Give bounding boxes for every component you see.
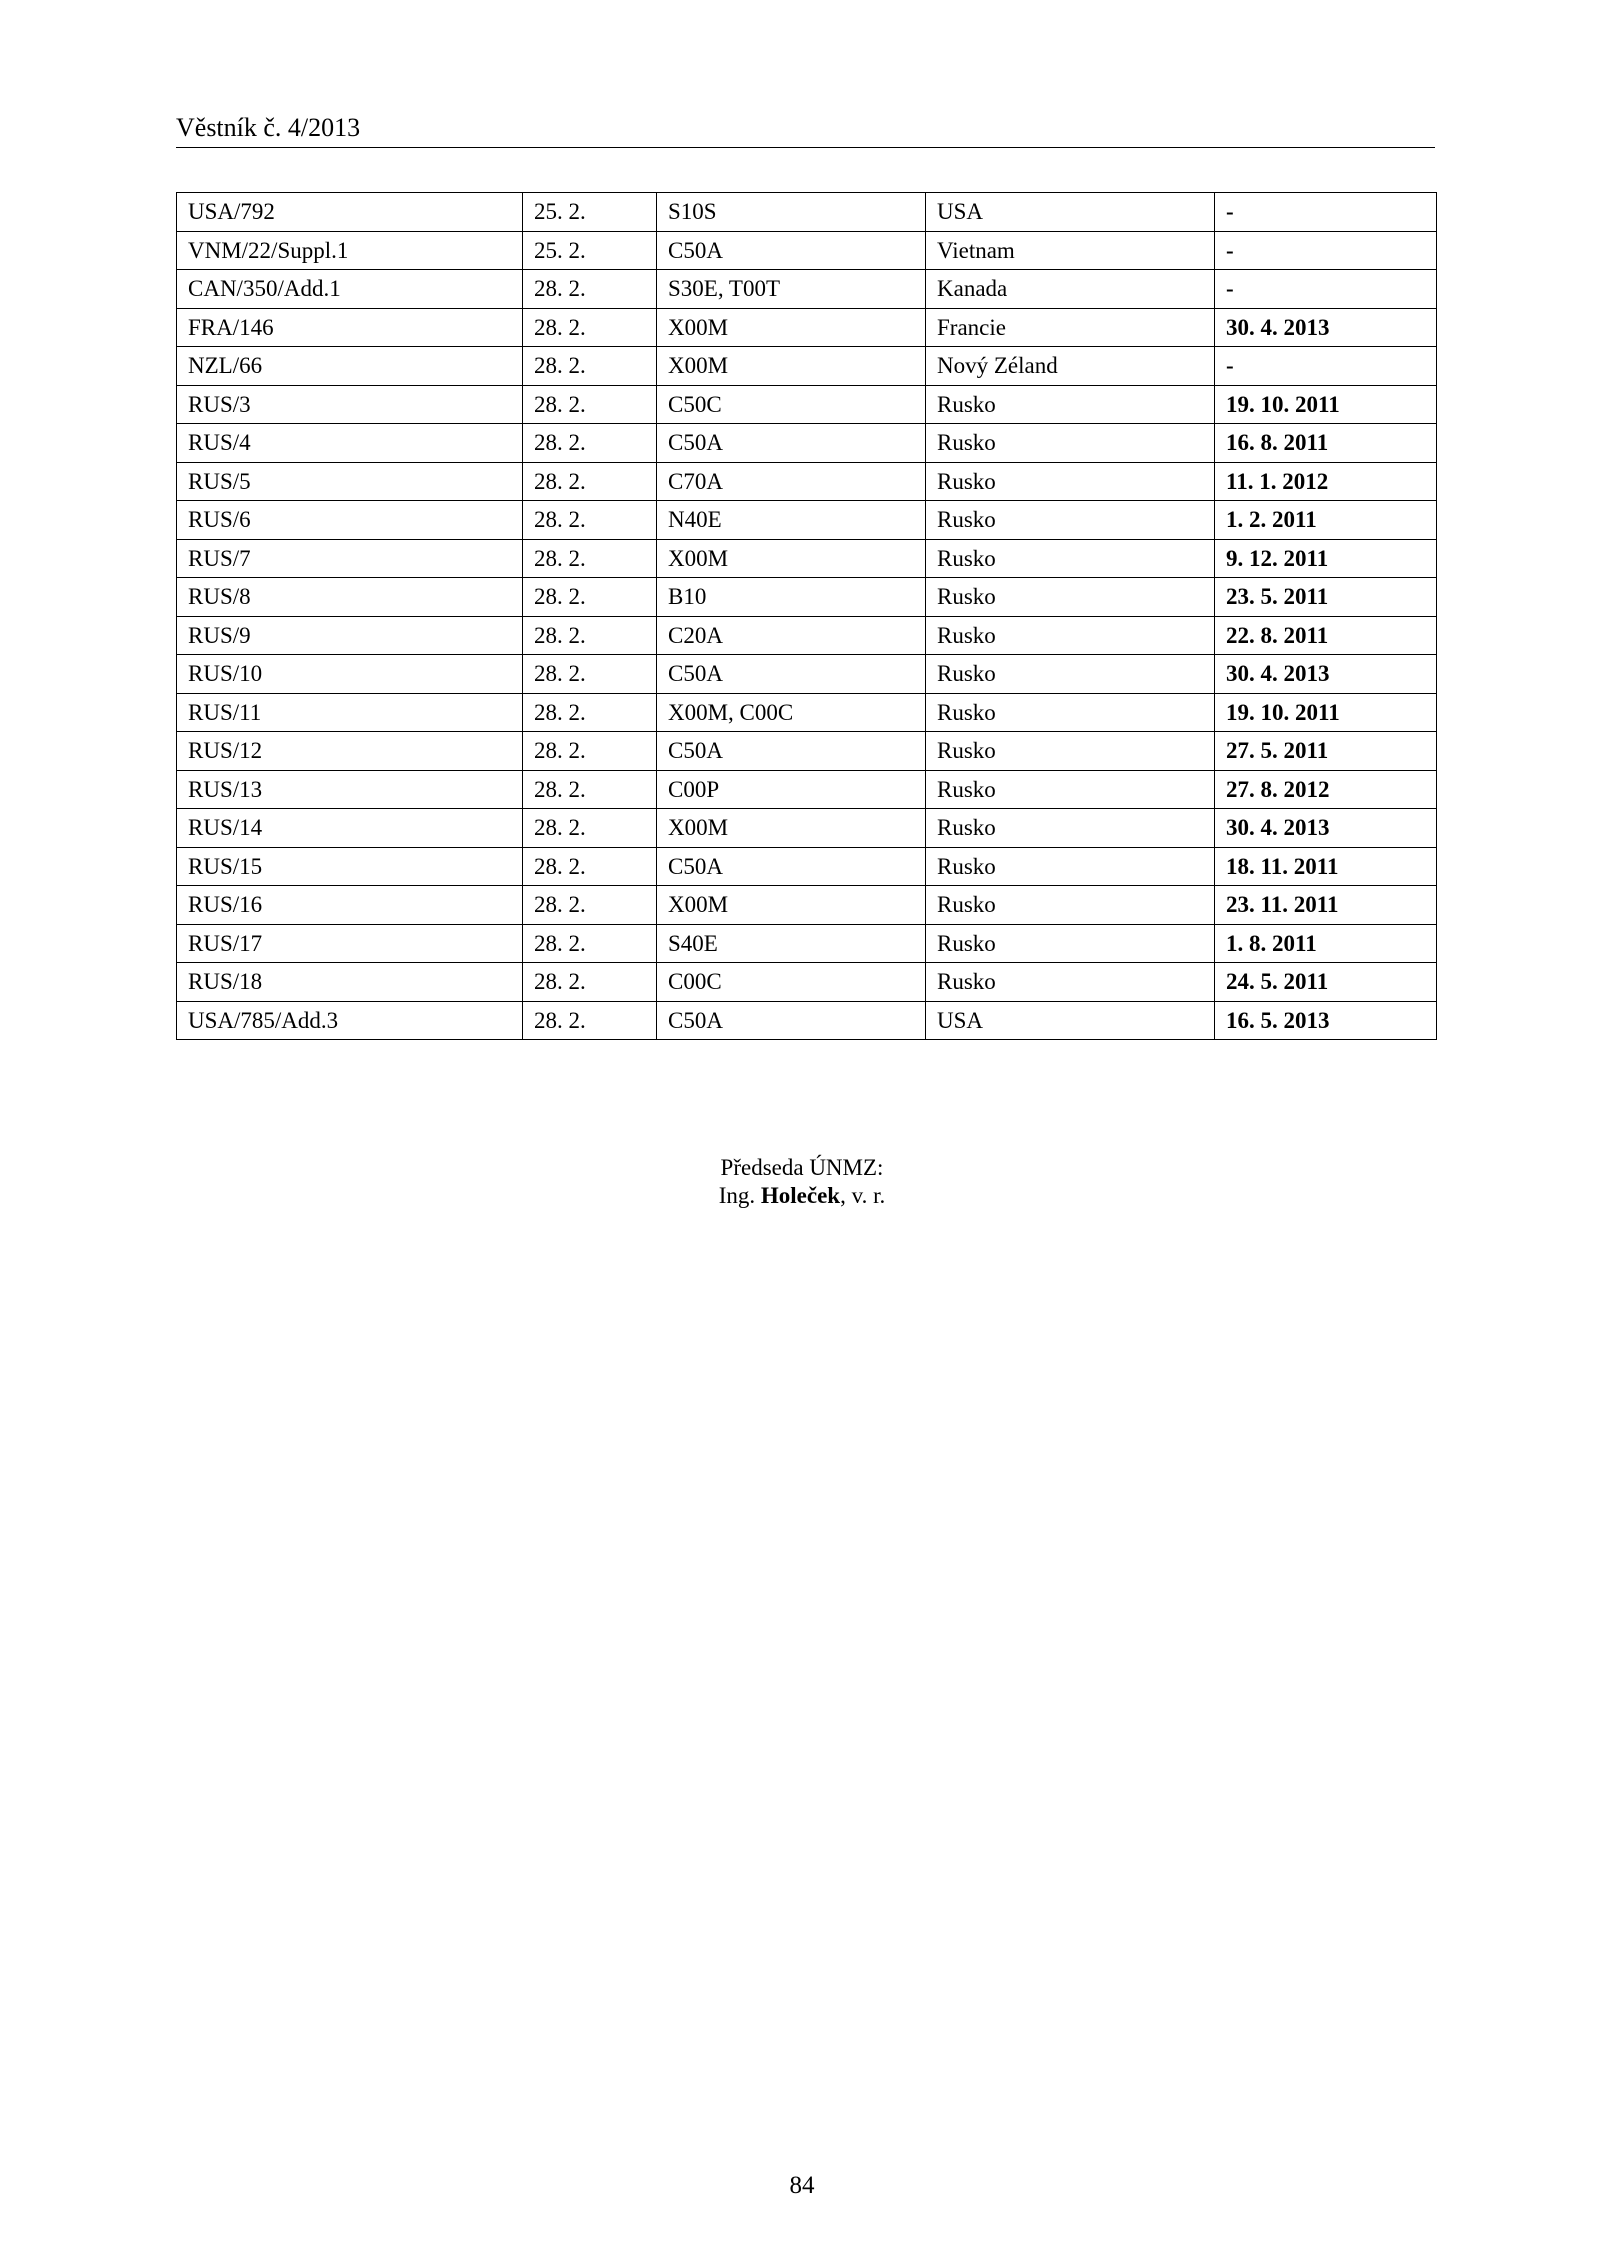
deadline-cell: 24. 5. 2011 [1215, 963, 1437, 1002]
notification-code-cell: RUS/4 [177, 424, 523, 463]
signature-line [0, 1182, 1600, 1210]
ics-code-cell: S40E [657, 924, 926, 963]
date-cell: 28. 2. [523, 924, 657, 963]
table-row [177, 924, 1437, 963]
ics-code-cell: C50A [657, 655, 926, 694]
country-cell: Rusko [926, 732, 1215, 771]
table-row [177, 847, 1437, 886]
country-cell: Rusko [926, 655, 1215, 694]
table-row [177, 770, 1437, 809]
page-number: 84 [789, 2172, 815, 2199]
date-cell: 28. 2. [523, 963, 657, 1002]
notification-code-cell: RUS/14 [177, 809, 523, 848]
date-cell: 28. 2. [523, 847, 657, 886]
ics-code-cell: X00M [657, 809, 926, 848]
notification-code-cell: RUS/7 [177, 539, 523, 578]
notification-code-cell: RUS/16 [177, 886, 523, 925]
country-cell: Rusko [926, 886, 1215, 925]
date-cell: 28. 2. [523, 539, 657, 578]
country-cell: Rusko [926, 501, 1215, 540]
ics-code-cell: C50A [657, 732, 926, 771]
deadline-cell: 22. 8. 2011 [1215, 616, 1437, 655]
deadline-cell: - [1215, 193, 1437, 232]
table-row [177, 693, 1437, 732]
notification-code-cell: RUS/11 [177, 693, 523, 732]
table-row [177, 886, 1437, 925]
table-row [177, 1001, 1437, 1040]
table-row [177, 655, 1437, 694]
page-header [176, 114, 1435, 148]
deadline-cell: 27. 5. 2011 [1215, 732, 1437, 771]
date-cell: 28. 2. [523, 732, 657, 771]
date-cell: 28. 2. [523, 693, 657, 732]
date-cell: 28. 2. [523, 424, 657, 463]
signature-role: Předseda ÚNMZ: [720, 1155, 884, 1180]
country-cell: Rusko [926, 963, 1215, 1002]
notification-code-cell: RUS/5 [177, 462, 523, 501]
notification-code-cell: RUS/9 [177, 616, 523, 655]
notification-code-cell: RUS/12 [177, 732, 523, 771]
table-row [177, 616, 1437, 655]
notification-code-cell: FRA/146 [177, 308, 523, 347]
notification-code-cell: VNM/22/Suppl.1 [177, 231, 523, 270]
page-header-title: Věstník č. 4/2013 [176, 113, 361, 142]
notification-code-cell: RUS/8 [177, 578, 523, 617]
signature-block [0, 1154, 1600, 1210]
country-cell: Rusko [926, 578, 1215, 617]
date-cell: 28. 2. [523, 616, 657, 655]
date-cell: 28. 2. [523, 308, 657, 347]
notification-code-cell: RUS/18 [177, 963, 523, 1002]
date-cell: 28. 2. [523, 462, 657, 501]
notification-code-cell: USA/785/Add.3 [177, 1001, 523, 1040]
deadline-cell: 30. 4. 2013 [1215, 308, 1437, 347]
ics-code-cell: C50A [657, 1001, 926, 1040]
country-cell: Nový Zéland [926, 347, 1215, 386]
date-cell: 28. 2. [523, 385, 657, 424]
ics-code-cell: X00M [657, 347, 926, 386]
notification-code-cell: NZL/66 [177, 347, 523, 386]
deadline-cell: 19. 10. 2011 [1215, 693, 1437, 732]
date-cell: 28. 2. [523, 1001, 657, 1040]
date-cell: 25. 2. [523, 193, 657, 232]
country-cell: Kanada [926, 270, 1215, 309]
date-cell: 28. 2. [523, 270, 657, 309]
table-row [177, 732, 1437, 771]
country-cell: Rusko [926, 385, 1215, 424]
country-cell: Rusko [926, 847, 1215, 886]
ics-code-cell: X00M, C00C [657, 693, 926, 732]
deadline-cell: 1. 8. 2011 [1215, 924, 1437, 963]
deadline-cell: - [1215, 270, 1437, 309]
date-cell: 28. 2. [523, 501, 657, 540]
country-cell: Rusko [926, 693, 1215, 732]
deadline-cell: 16. 5. 2013 [1215, 1001, 1437, 1040]
deadline-cell: 19. 10. 2011 [1215, 385, 1437, 424]
date-cell: 28. 2. [523, 809, 657, 848]
table-row [177, 270, 1437, 309]
deadline-cell: 27. 8. 2012 [1215, 770, 1437, 809]
deadline-cell: - [1215, 231, 1437, 270]
signature-title-prefix: Ing. [718, 1183, 756, 1208]
ics-code-cell: S10S [657, 193, 926, 232]
country-cell: Rusko [926, 924, 1215, 963]
notification-table [176, 192, 1437, 1040]
ics-code-cell: X00M [657, 308, 926, 347]
ics-code-cell: C00P [657, 770, 926, 809]
signature-name: Holeček [760, 1183, 841, 1208]
country-cell: Vietnam [926, 231, 1215, 270]
deadline-cell: 30. 4. 2013 [1215, 655, 1437, 694]
table-row [177, 809, 1437, 848]
deadline-cell: 16. 8. 2011 [1215, 424, 1437, 463]
deadline-cell: 9. 12. 2011 [1215, 539, 1437, 578]
notification-code-cell: USA/792 [177, 193, 523, 232]
deadline-cell: 23. 11. 2011 [1215, 886, 1437, 925]
table-row [177, 424, 1437, 463]
deadline-cell: 11. 1. 2012 [1215, 462, 1437, 501]
date-cell: 28. 2. [523, 578, 657, 617]
country-cell: USA [926, 193, 1215, 232]
notification-code-cell: RUS/6 [177, 501, 523, 540]
date-cell: 28. 2. [523, 886, 657, 925]
ics-code-cell: N40E [657, 501, 926, 540]
table-body [177, 193, 1437, 1040]
table-row [177, 578, 1437, 617]
notification-code-cell: CAN/350/Add.1 [177, 270, 523, 309]
country-cell: Rusko [926, 424, 1215, 463]
notification-code-cell: RUS/13 [177, 770, 523, 809]
notification-code-cell: RUS/3 [177, 385, 523, 424]
table-row [177, 963, 1437, 1002]
country-cell: Rusko [926, 809, 1215, 848]
ics-code-cell: C20A [657, 616, 926, 655]
country-cell: Francie [926, 308, 1215, 347]
ics-code-cell: S30E, T00T [657, 270, 926, 309]
country-cell: Rusko [926, 616, 1215, 655]
country-cell: Rusko [926, 539, 1215, 578]
ics-code-cell: C70A [657, 462, 926, 501]
notification-code-cell: RUS/15 [177, 847, 523, 886]
table-row [177, 308, 1437, 347]
ics-code-cell: C50A [657, 847, 926, 886]
ics-code-cell: B10 [657, 578, 926, 617]
signature-suffix: , v. r. [840, 1183, 886, 1208]
notification-code-cell: RUS/17 [177, 924, 523, 963]
table-row [177, 462, 1437, 501]
date-cell: 28. 2. [523, 347, 657, 386]
country-cell: Rusko [926, 462, 1215, 501]
deadline-cell: 1. 2. 2011 [1215, 501, 1437, 540]
deadline-cell: 23. 5. 2011 [1215, 578, 1437, 617]
deadline-cell: 18. 11. 2011 [1215, 847, 1437, 886]
ics-code-cell: C00C [657, 963, 926, 1002]
ics-code-cell: C50A [657, 424, 926, 463]
table-row [177, 539, 1437, 578]
ics-code-cell: X00M [657, 886, 926, 925]
country-cell: USA [926, 1001, 1215, 1040]
deadline-cell: 30. 4. 2013 [1215, 809, 1437, 848]
notification-code-cell: RUS/10 [177, 655, 523, 694]
ics-code-cell: C50C [657, 385, 926, 424]
table-row [177, 385, 1437, 424]
table-row [177, 501, 1437, 540]
ics-code-cell: X00M [657, 539, 926, 578]
date-cell: 28. 2. [523, 655, 657, 694]
country-cell: Rusko [926, 770, 1215, 809]
table-row [177, 193, 1437, 232]
deadline-cell: - [1215, 347, 1437, 386]
date-cell: 25. 2. [523, 231, 657, 270]
table-row [177, 347, 1437, 386]
ics-code-cell: C50A [657, 231, 926, 270]
date-cell: 28. 2. [523, 770, 657, 809]
table-row [177, 231, 1437, 270]
